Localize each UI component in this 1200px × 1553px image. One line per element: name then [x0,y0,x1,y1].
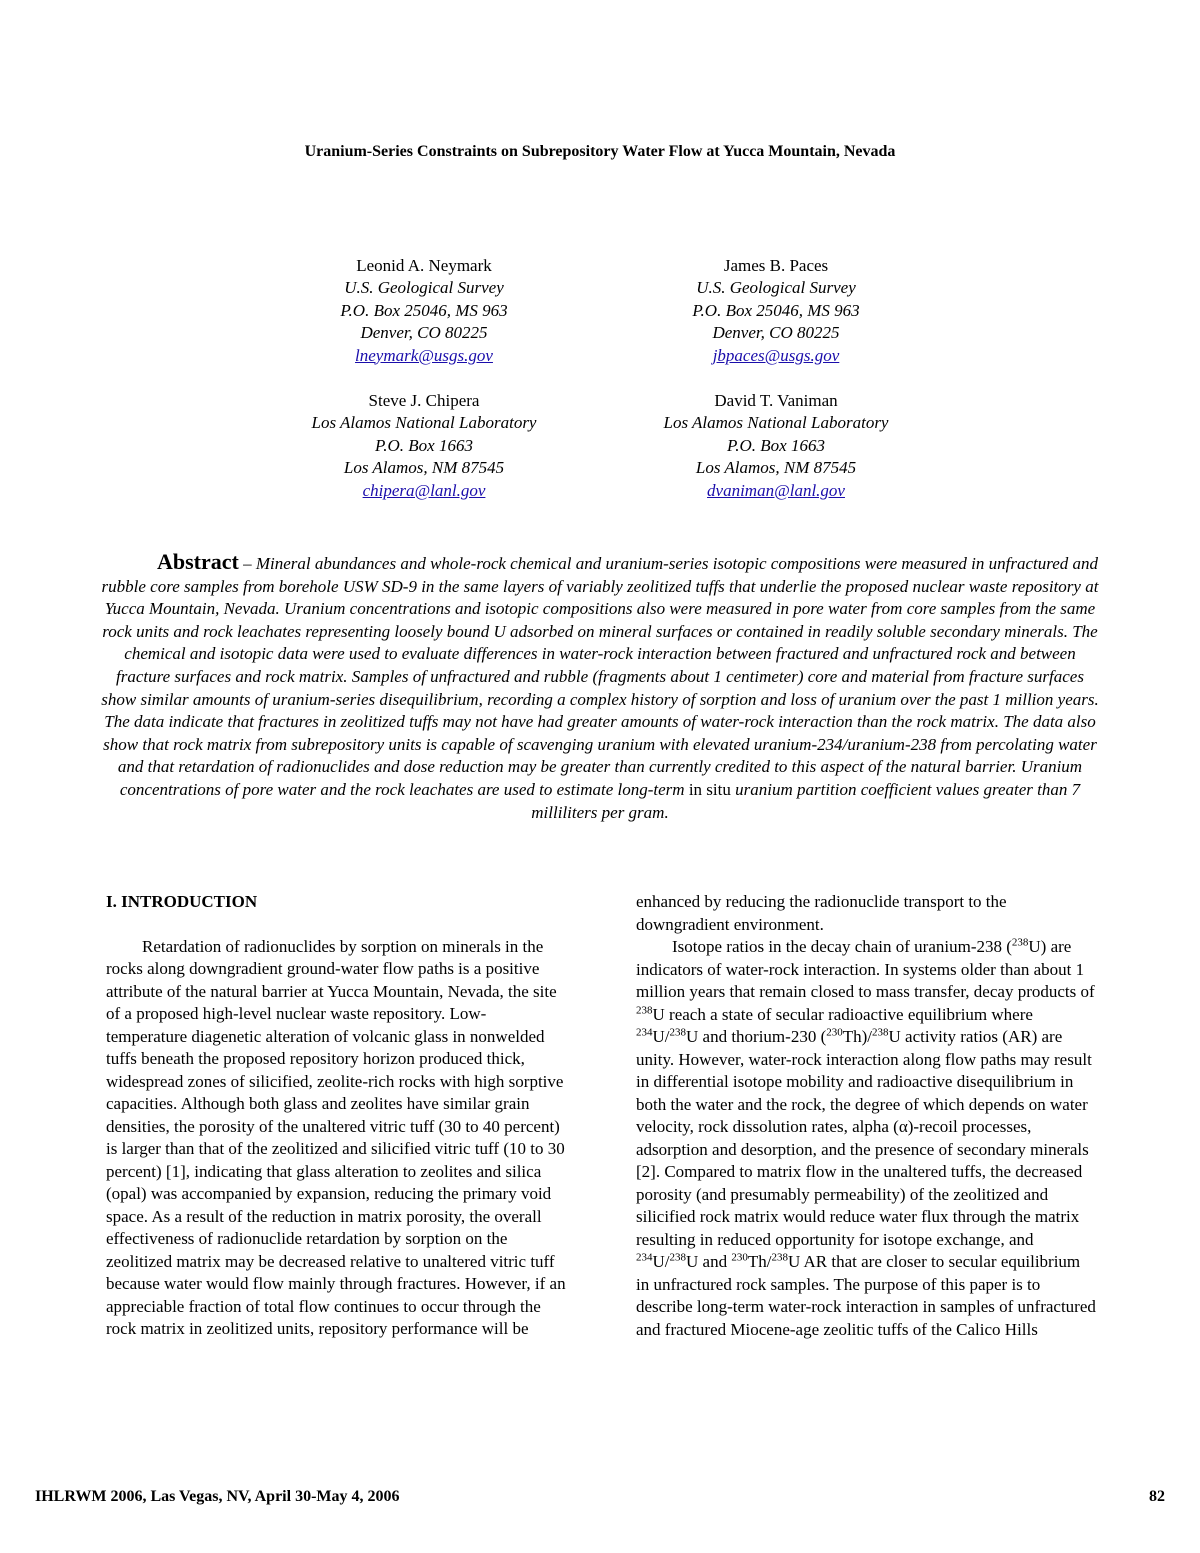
page-number: 82 [1149,1488,1165,1505]
author-city: Denver, CO 80225 [712,323,840,343]
paper-title: Uranium-Series Constraints on Subrepository Water Flow at Yucca Mountain, Nevada [304,143,896,160]
section-heading: I. INTRODUCTION [106,892,258,911]
author-block-1 [274,255,574,367]
author-name: James B. Paces [723,256,829,275]
author-block-2 [626,255,926,367]
alpha-symbol: α [898,1117,908,1136]
abstract [100,551,1100,824]
author-city: Denver, CO 80225 [360,323,488,343]
left-column [106,891,566,1341]
author-name: Steve J. Chipera [368,391,480,410]
author-org: Los Alamos National Laboratory [663,413,889,433]
intro-paragraph-1: Retardation of radionuclides by sorption on minerals in the rocks along downgradient ground-water flow paths is a positive attribute of the natural barrier at Yucca Mountain, Nevada, the site of a proposed high-level nuclear waste repository. Low-temperature diagenetic alteration of volcanic glass in nonwelded tuffs beneath the proposed repository horizon produced thick, widespread zones of silicified, zeolite-rich rocks with high sorptive capacities. Although both glass and zeolites have similar grain densities, the porosity of the unaltered vitric tuff (30 to 40 percent) is larger than that of the zeolitized and silicified vitric tuff (10 to 30 percent) [1], indicating that glass alteration to zeolites and silica (opal) was accompanied by expansion, reducing the primary void space. As a result of the reduction in matrix porosity, the overall effectiveness of radionuclide retardation by sorption on the zeolitized matrix may be decreased relative to unaltered vitric tuff because water would flow mainly through fractures. However, if an appreciable fraction of total flow continues to occur through the rock matrix in zeolitized units, repository performance will be [106,936,566,1338]
abstract-label: Abstract [156,549,239,574]
author-address: P.O. Box 25046, MS 963 [340,300,508,320]
conference-name: IHLRWM 2006, Las Vegas, NV, April 30-May 4, 2006 [35,1488,400,1505]
author-address: P.O. Box 25046, MS 963 [692,300,860,320]
author-city: Los Alamos, NM 87545 [343,458,505,478]
author-address: P.O. Box 1663 [375,435,473,455]
page-footer [35,1488,1165,1506]
author-block-3 [274,390,574,502]
author-email-link[interactable]: jbpaces@usgs.gov [712,345,840,365]
abstract-text-end: uranium partition coefficient values greater than 7 milliliters per gram. [531,779,1081,822]
author-address: P.O. Box 1663 [727,435,825,455]
author-org: U.S. Geological Survey [344,278,504,298]
author-email-link[interactable]: chipera@lanl.gov [362,480,486,500]
right-column [636,891,1096,1341]
intro-paragraph-1-continued: enhanced by reducing the radionuclide transport to the downgradient environment. [636,892,1007,934]
author-name: David T. Vaniman [714,391,838,410]
author-email-link[interactable]: dvaniman@lanl.gov [707,480,845,500]
author-city: Los Alamos, NM 87545 [695,458,857,478]
author-block-4 [626,390,926,502]
author-org: Los Alamos National Laboratory [311,413,537,433]
intro-paragraph-2: Isotope ratios in the decay chain of uranium-238 ($^{238}$U) are indicators of water-rock interaction. In systems older than about 1 million years that remain closed to mass transfer, decay products of $^{238}$U reach a state of secular radioactive equilibrium where $^{234}$U/$^{238}$U and thorium-230 ($^{230}$Th)/$^{238}$U activity ratios (AR) are unity. However, water-rock interaction along flow paths may result in differential isotope mobility and radioactive disequilibrium in both the water and the rock, the degree of which depends on water velocity, rock dissolution rates, alpha (α)-recoil processes, adsorption and desorption, and the presence of secondary minerals [2]. Compared to matrix flow in the unaltered tuffs, the decreased porosity (and presumably permeability) of the zeolitized and silicified rock matrix would reduce water flux through the matrix resulting in reduced opportunity for isotope exchange, and $^{234}$U/$^{238}$U and $^{230}$Th/$^{238}$U AR that are closer to secular equilibrium in unfractured rock samples. The purpose of this paper is to describe long-term water-rock interaction in samples of unfractured and fractured Miocene-age zeolitic tuffs of the Calico Hills [636,936,1096,1339]
author-org: U.S. Geological Survey [696,278,856,298]
author-email-link[interactable]: lneymark@usgs.gov [355,345,493,365]
author-name: Leonid A. Neymark [356,256,492,275]
abstract-dash: – [238,554,256,573]
abstract-in-situ: in situ [688,779,731,799]
abstract-text: Mineral abundances and whole-rock chemical and uranium-series isotopic compositions were measured in unfractured and rubble core samples from borehole USW SD-9 in the same layers of variably zeolitized tuffs that underlie the proposed nuclear waste repository at Yucca Mountain, Nevada. Uranium concentrations and isotopic compositions also were measured in pore water from core samples from the same rock units and rock leachates representing loosely bound U adsorbed on mineral surfaces or contained in readily soluble secondary minerals. The chemical and isotopic data were used to evaluate differences in water-rock interaction between fractured and unfractured rock and between fracture surfaces and rock matrix. Samples of unfractured and rubble (fragments about 1 centimeter) core and material from fracture surfaces show similar amounts of uranium-series disequilibrium, recording a complex history of sorption and loss of uranium over the past 1 million years. The data indicate that fractures in zeolitized tuffs may not have had greater amounts of water-rock interaction than the rock matrix. The data also show that rock matrix from subrepository units is capable of scavenging uranium with elevated uranium-234/uranium-238 from percolating water and that retardation of radionuclides and dose reduction may be greater than currently credited to this aspect of the natural barrier. Uranium concentrations of pore water and the rock leachates are used to estimate long-term [101,554,1099,799]
